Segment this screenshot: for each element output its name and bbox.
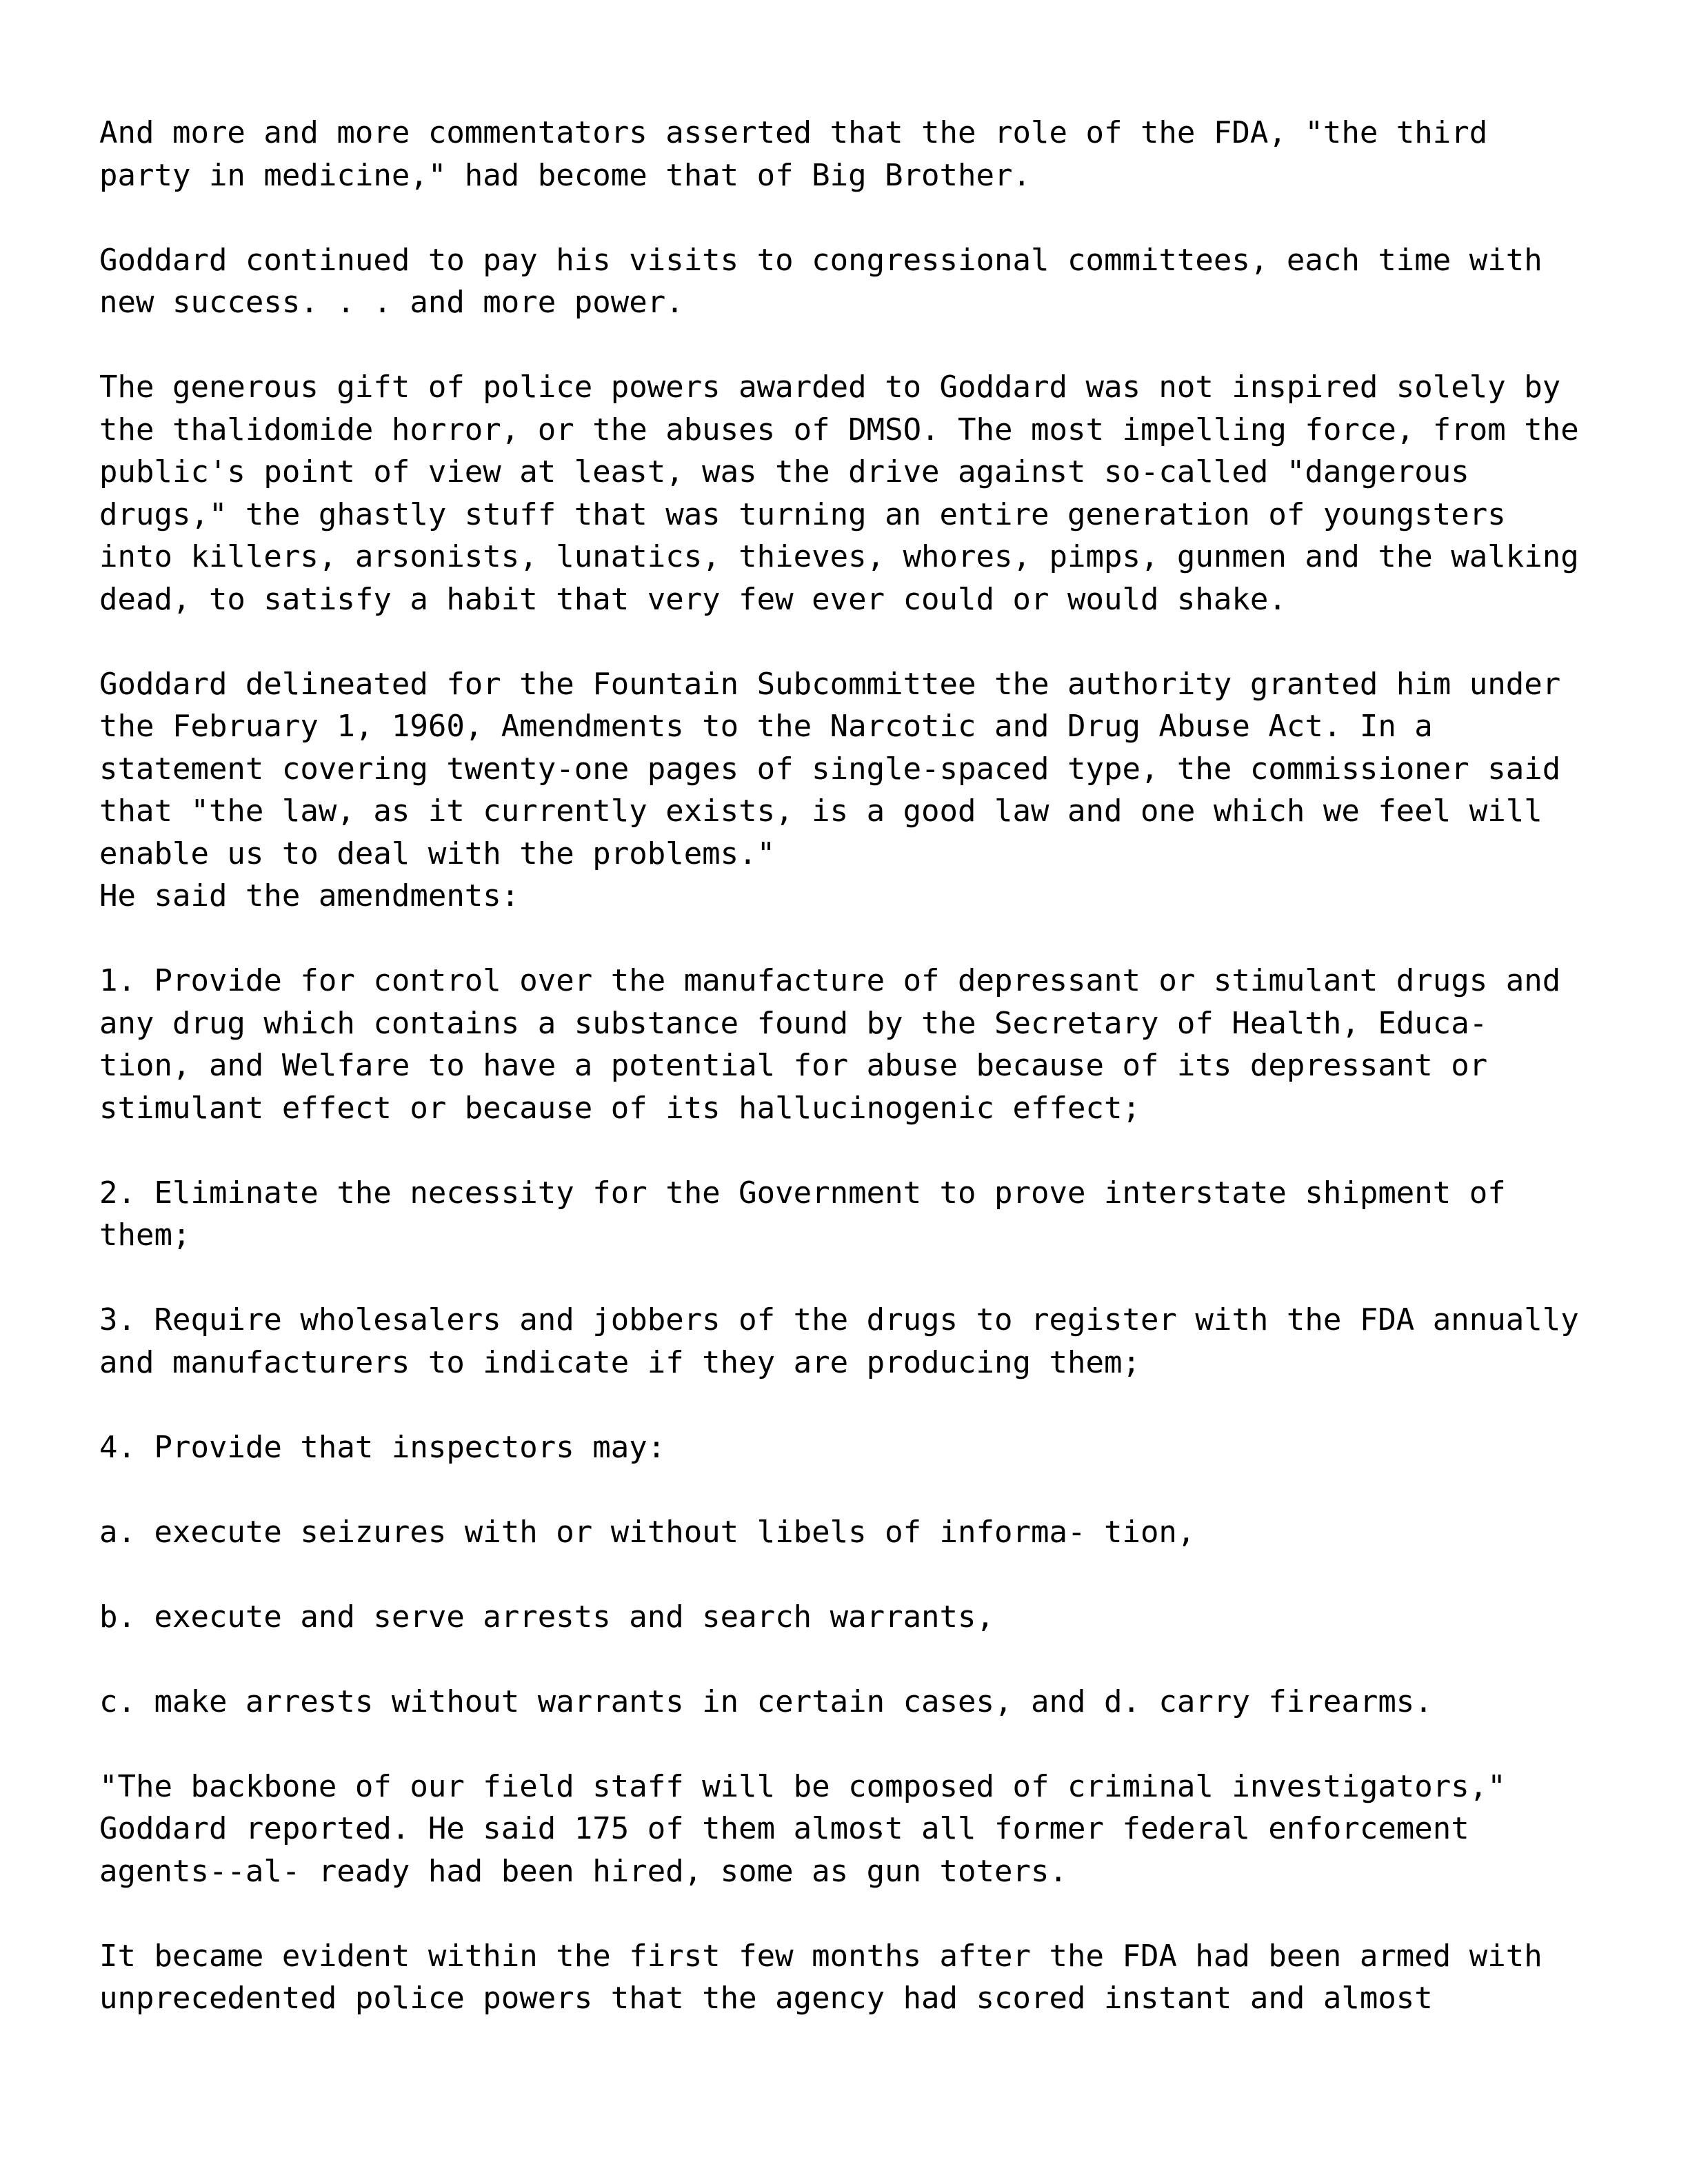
text-line: statement covering twenty-one pages of single-spaced type, the commissioner said bbox=[99, 751, 1561, 787]
list-item-4 bbox=[99, 1426, 1630, 1469]
paragraph-backbone-field-staff bbox=[99, 1766, 1630, 1893]
list-item-2 bbox=[99, 1172, 1630, 1257]
text-line: them; bbox=[99, 1217, 191, 1253]
list-item-1 bbox=[99, 960, 1630, 1129]
paragraph-police-powers bbox=[99, 366, 1630, 620]
list-item-4c bbox=[99, 1681, 1630, 1723]
text-line: The generous gift of police powers awarded to Goddard was not inspired solely by bbox=[99, 370, 1561, 405]
text-line: public's point of view at least, was the drive against so-called "dangerous bbox=[99, 454, 1469, 489]
text-line: c. make arrests without warrants in certain cases, and d. carry firearms. bbox=[99, 1684, 1433, 1719]
text-line: party in medicine," had become that of Big Brother. bbox=[99, 157, 1032, 193]
text-line: agents--al- ready had been hired, some as gun toters. bbox=[99, 1853, 1067, 1889]
text-line: dead, to satisfy a habit that very few ever could or would shake. bbox=[99, 581, 1287, 617]
paragraph-fda-big-brother bbox=[99, 112, 1630, 196]
paragraph-goddard-visits bbox=[99, 239, 1630, 324]
text-line: b. execute and serve arrests and search warrants, bbox=[99, 1599, 995, 1635]
document-body bbox=[99, 112, 1630, 2020]
text-line: unprecedented police powers that the agency had scored instant and almost bbox=[99, 1981, 1433, 2016]
text-line: 3. Require wholesalers and jobbers of the drugs to register with the FDA annually bbox=[99, 1302, 1579, 1337]
text-line: He said the amendments: bbox=[99, 878, 520, 913]
paragraph-it-became-evident bbox=[99, 1935, 1630, 2020]
text-line: new success. . . and more power. bbox=[99, 285, 684, 320]
text-line: "The backbone of our field staff will be composed of criminal investigators," bbox=[99, 1768, 1506, 1804]
text-line: the February 1, 1960, Amendments to the Narcotic and Drug Abuse Act. In a bbox=[99, 709, 1433, 744]
text-line: Goddard delineated for the Fountain Subcommittee the authority granted him under bbox=[99, 666, 1561, 702]
list-item-4b bbox=[99, 1596, 1630, 1639]
text-line: the thalidomide horror, or the abuses of DMSO. The most impelling force, from the bbox=[99, 412, 1579, 447]
text-line: stimulant effect or because of its hallucinogenic effect; bbox=[99, 1090, 1141, 1126]
text-line: 4. Provide that inspectors may: bbox=[99, 1429, 666, 1465]
paragraph-fountain-subcommittee bbox=[99, 663, 1630, 918]
text-line: 1. Provide for control over the manufacture of depressant or stimulant drugs and bbox=[99, 963, 1561, 998]
text-line: into killers, arsonists, lunatics, thieves, whores, pimps, gunmen and the walking bbox=[99, 539, 1579, 574]
list-item-4a bbox=[99, 1511, 1630, 1554]
text-line: that "the law, as it currently exists, is a good law and one which we feel will bbox=[99, 793, 1543, 829]
text-line: And more and more commentators asserted that the role of the FDA, "the third bbox=[99, 115, 1488, 150]
text-line: It became evident within the first few months after the FDA had been armed with bbox=[99, 1938, 1543, 1974]
text-line: tion, and Welfare to have a potential for abuse because of its depressant or bbox=[99, 1048, 1488, 1083]
text-line: a. execute seizures with or without libels of informa- tion, bbox=[99, 1514, 1196, 1550]
text-line: 2. Eliminate the necessity for the Government to prove interstate shipment of bbox=[99, 1175, 1506, 1211]
text-line: enable us to deal with the problems." bbox=[99, 836, 776, 871]
text-line: and manufacturers to indicate if they are producing them; bbox=[99, 1344, 1141, 1380]
text-line: any drug which contains a substance found by the Secretary of Health, Educa- bbox=[99, 1005, 1488, 1041]
text-line: Goddard continued to pay his visits to congressional committees, each time with bbox=[99, 242, 1543, 278]
text-line: drugs," the ghastly stuff that was turning an entire generation of youngsters bbox=[99, 496, 1506, 532]
text-line: Goddard reported. He said 175 of them almost all former federal enforcement bbox=[99, 1811, 1469, 1846]
list-item-3 bbox=[99, 1299, 1630, 1384]
